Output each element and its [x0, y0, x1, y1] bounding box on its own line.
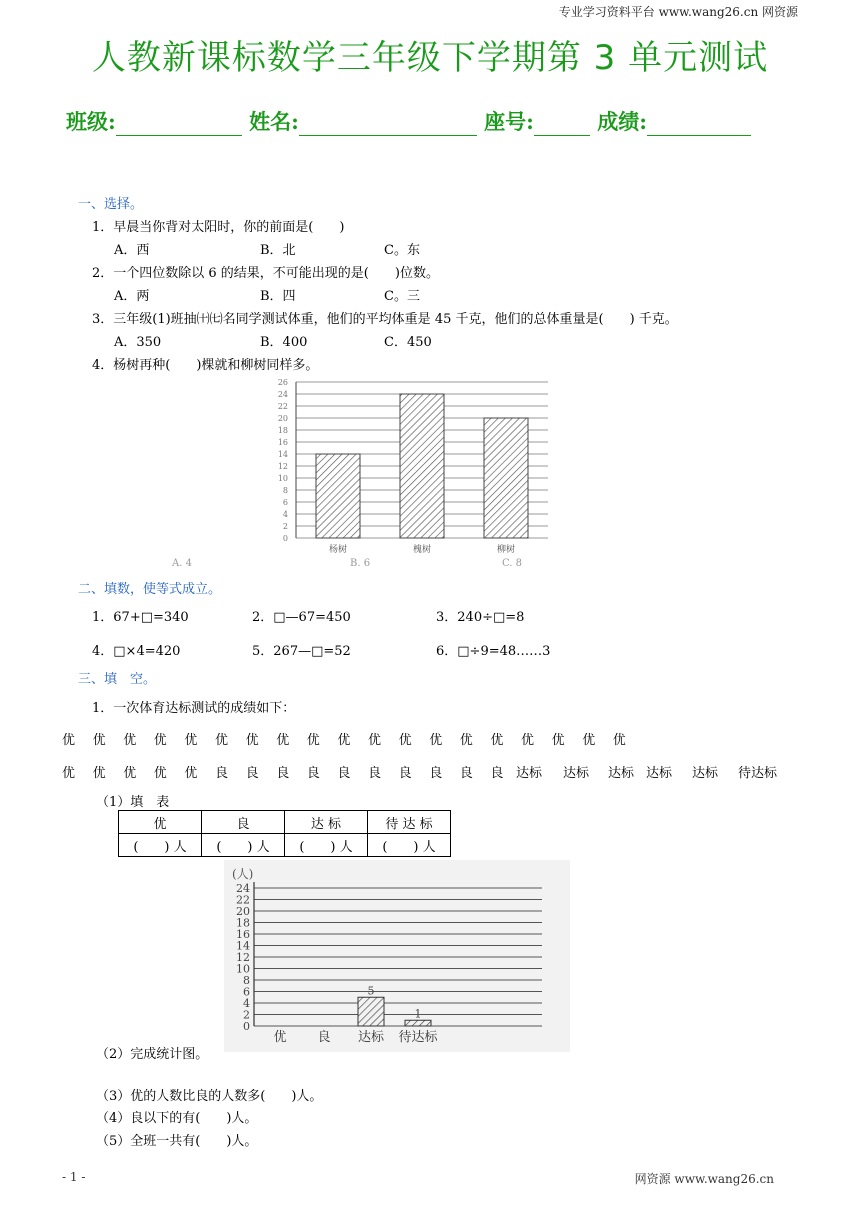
page-title: 人教新课标数学三年级下学期第 3 单元测试	[91, 38, 769, 78]
grade-count-table	[118, 810, 451, 857]
y-tick-label: 4	[282, 510, 288, 519]
footer-site: 网资源 www.wang26.cn	[634, 1172, 774, 1186]
grade-item: 优	[551, 733, 565, 748]
grade-item: 优	[92, 766, 106, 781]
page-number: - 1 -	[62, 1170, 86, 1184]
y-tick-label: 14	[277, 450, 288, 459]
table-cell-pass[interactable]: ( ) 人	[285, 834, 368, 857]
grade-item: 优	[582, 733, 596, 748]
grade-item: 优	[123, 766, 137, 781]
score-label: 成绩:	[597, 109, 647, 134]
class-blank[interactable]	[116, 115, 242, 136]
grade-item: 优	[337, 733, 351, 748]
y-tick-label: 8	[243, 974, 250, 987]
sub-question-4: （4）良以下的有( )人。	[96, 1111, 258, 1126]
question-3: 3．三年级(1)班抽㈩㈦名同学测试体重，他们的平均体重是 45 千克，他们的总体重量是( ) 千克。	[92, 312, 678, 327]
question-1: 1．早晨当你背对太阳时，你的前面是( )	[92, 220, 345, 235]
grade-item: 优	[398, 733, 412, 748]
bar-槐树	[400, 394, 444, 538]
q3-option-b: B．400	[260, 335, 308, 350]
grade-item: 优	[490, 733, 504, 748]
x-tick-label: 达标	[357, 1030, 385, 1045]
y-tick-label: 8	[282, 486, 288, 495]
bar-value-label: 5	[367, 984, 375, 998]
table-cell-excellent[interactable]: ( ) 人	[119, 834, 202, 857]
y-tick-label: 16	[236, 928, 250, 941]
grade-item: 优	[123, 733, 137, 748]
grade-item: 良	[398, 766, 412, 781]
y-tick-label: 0	[282, 534, 288, 543]
table-header-pending: 待 达 标	[368, 811, 451, 834]
grade-item: 良	[429, 766, 443, 781]
score-blank[interactable]	[647, 115, 751, 136]
q1-option-a: A．西	[114, 243, 150, 258]
bar-value-label: 1	[414, 1007, 422, 1021]
q1-option-c: C。东	[384, 243, 420, 258]
bar-杨树	[316, 454, 360, 538]
grade-item: 达标	[516, 766, 543, 781]
grade-item: 良	[459, 766, 473, 781]
y-tick-label: 14	[236, 939, 250, 953]
section2-heading: 二、填数，使等式成立。	[78, 582, 222, 597]
grade-item: 良	[276, 766, 290, 781]
y-tick-label: 12	[277, 462, 288, 471]
grade-item: 达标	[563, 766, 590, 781]
question-4: 4．杨树再种( )棵就和柳树同样多。	[92, 358, 319, 373]
header-note: 专业学习资料平台 www.wang26.cn 网资源	[558, 5, 798, 19]
q3-option-a: A．350	[114, 335, 162, 350]
x-tick-label: 待达标	[398, 1030, 438, 1045]
equation-3: 3．240÷□=8	[436, 610, 525, 625]
x-tick-label: 槐树	[412, 545, 432, 555]
grade-item: 良	[490, 766, 504, 781]
class-label: 班级:	[66, 109, 116, 134]
grade-item: 良	[306, 766, 320, 781]
q3-option-c: C．450	[384, 335, 432, 350]
grade-item: 优	[184, 766, 198, 781]
grade-item: 良	[215, 766, 229, 781]
x-tick-label: 优	[273, 1030, 287, 1045]
grade-item: 达标	[646, 766, 673, 781]
equation-6: 6．□÷9=48……3	[436, 644, 551, 659]
y-tick-label: 22	[236, 893, 250, 907]
equation-2: 2．□—67=450	[252, 610, 351, 625]
equation-5: 5．267—□=52	[252, 644, 351, 659]
grade-item: 优	[184, 733, 198, 748]
y-tick-label: 10	[236, 962, 250, 976]
grade-item: 达标	[608, 766, 635, 781]
y-tick-label: 16	[277, 438, 288, 447]
y-tick-label: 2	[282, 522, 288, 531]
y-tick-label: 6	[282, 498, 288, 507]
equation-1: 1．67+□=340	[92, 610, 189, 625]
grade-item: 优	[92, 733, 106, 748]
y-tick-label: 20	[277, 414, 288, 423]
sub-question-5: （5）全班一共有( )人。	[96, 1134, 258, 1149]
y-tick-label: 22	[277, 402, 288, 411]
grade-item: 待达标	[738, 766, 778, 781]
bar-待达标	[405, 1020, 431, 1026]
grade-item: 优	[153, 733, 167, 748]
bar-达标	[358, 997, 384, 1026]
grade-item: 良	[337, 766, 351, 781]
q2-option-c: C。三	[384, 289, 420, 304]
table-cell-good[interactable]: ( ) 人	[202, 834, 285, 857]
question-2: 2．一个四位数除以 6 的结果，不可能出现的是( )位数。	[92, 266, 439, 281]
table-header-pass: 达 标	[285, 811, 368, 834]
y-tick-label: 18	[277, 426, 288, 435]
grade-item: 良	[368, 766, 382, 781]
sub-question-1: （1）填 表	[96, 795, 170, 810]
y-tick-label: 0	[243, 1020, 250, 1033]
y-axis-unit-label: (人)	[232, 867, 254, 881]
table-header-excellent: 优	[119, 811, 202, 834]
q4-option: B. 6	[350, 558, 371, 569]
section3-heading: 三、填 空。	[78, 672, 157, 687]
grade-item: 达标	[692, 766, 719, 781]
y-tick-label: 6	[243, 985, 250, 999]
chart2-background	[224, 860, 570, 1052]
y-tick-label: 18	[236, 916, 250, 930]
grade-bar-chart	[224, 860, 570, 1052]
tree-bar-chart	[160, 374, 580, 574]
table-header-good: 良	[202, 811, 285, 834]
section1-heading: 一、选择。	[78, 197, 144, 212]
grade-item: 优	[62, 766, 76, 781]
student-info-row	[66, 106, 751, 136]
y-tick-label: 26	[277, 378, 288, 387]
y-tick-label: 20	[236, 905, 250, 918]
sub-question-3: （3）优的人数比良的人数多( )人。	[96, 1089, 323, 1104]
grade-item: 优	[245, 733, 259, 748]
grade-item: 优	[521, 733, 535, 748]
grade-item: 优	[276, 733, 290, 748]
y-tick-label: 24	[277, 390, 288, 399]
q4-option: C. 8	[502, 558, 523, 569]
y-tick-label: 4	[243, 997, 250, 1010]
grade-item: 优	[612, 733, 626, 748]
grade-item: 优	[429, 733, 443, 748]
equation-4: 4．□×4=420	[92, 644, 181, 659]
x-tick-label: 柳树	[496, 545, 516, 555]
y-tick-label: 24	[236, 882, 250, 895]
x-tick-label: 良	[317, 1030, 331, 1045]
grade-item: 优	[368, 733, 382, 748]
seat-label: 座号:	[484, 109, 534, 134]
sub-question-2: （2）完成统计图。	[96, 1047, 209, 1062]
table-cell-pending[interactable]: ( ) 人	[368, 834, 451, 857]
bar-柳树	[484, 418, 528, 538]
q2-option-a: A．两	[114, 289, 150, 304]
grade-item: 优	[62, 733, 76, 748]
y-tick-label: 2	[243, 1008, 250, 1022]
name-blank[interactable]	[299, 115, 477, 136]
grade-item: 优	[459, 733, 473, 748]
name-label: 姓名:	[249, 109, 299, 134]
grade-item: 优	[215, 733, 229, 748]
y-tick-label: 10	[277, 474, 288, 483]
q1-option-b: B．北	[260, 243, 296, 258]
section3-intro: 1．一次体育达标测试的成绩如下：	[92, 701, 296, 716]
grade-item: 良	[245, 766, 259, 781]
grade-item: 优	[153, 766, 167, 781]
y-tick-label: 12	[236, 951, 250, 964]
q2-option-b: B．四	[260, 289, 296, 304]
seat-blank[interactable]	[534, 115, 590, 136]
x-tick-label: 杨树	[328, 545, 348, 555]
q4-option: A. 4	[172, 558, 192, 569]
grade-item: 优	[306, 733, 320, 748]
